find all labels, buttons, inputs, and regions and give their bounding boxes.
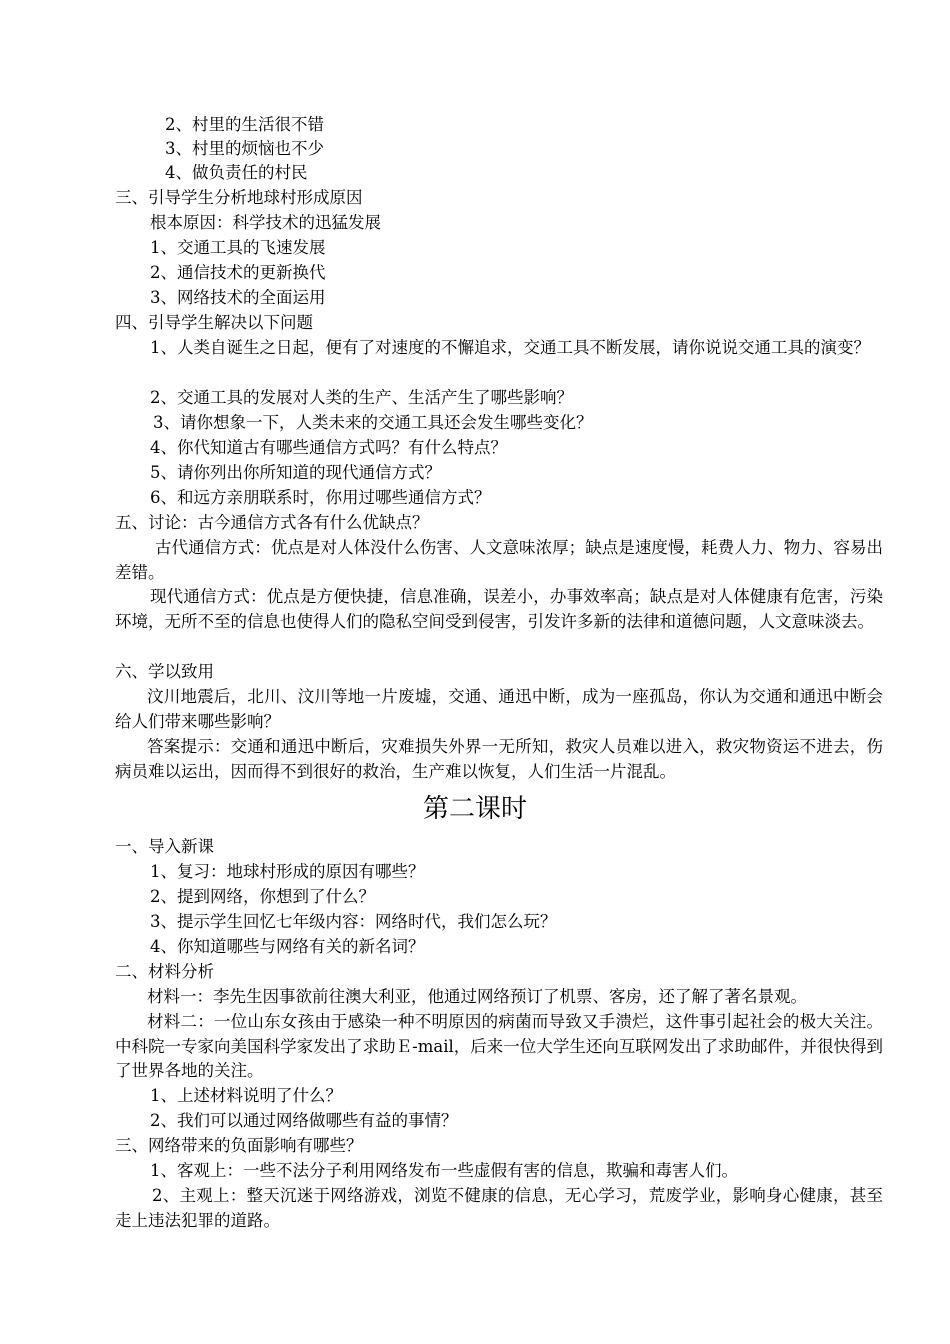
- list-item: 4、你知道哪些与网络有关的新名词？: [150, 937, 425, 956]
- section-title: 二、材料分析: [115, 962, 214, 981]
- list-item: 1、复习：地球村形成的原因有哪些？: [150, 862, 425, 881]
- list-item: 3、村里的烦恼也不少: [165, 139, 324, 158]
- section-title: 五、讨论：古今通信方式各有什么优缺点？: [115, 513, 429, 532]
- section-title: 一、导入新课: [115, 837, 214, 856]
- section-title: 六、学以致用: [115, 662, 214, 681]
- paragraph: 现代通信方式：优点是方便快捷，信息准确，误差小，办事效率高；缺点是对人体健康有危害，污染环境，无所不至的信息也使得人们的隐私空间受到侵害，引发许多新的法律和道德问题，人文意味淡去。: [115, 587, 883, 631]
- paragraph: 材料一：李先生因事欲前往澳大利亚，他通过网络预订了机票、客房，还了解了著名景观。: [147, 987, 807, 1006]
- paragraph: 1、客观上：一些不法分子利用网络发布一些虚假有害的信息，欺骗和毒害人们。: [150, 1161, 738, 1180]
- question: 3、请你想象一下，人类未来的交通工具还会发生哪些变化？: [153, 413, 593, 432]
- section-title: 四、引导学生解决以下问题: [115, 313, 313, 332]
- question: 5、请你列出你所知道的现代通信方式？: [150, 463, 441, 482]
- list-item: 1、交通工具的飞速发展: [150, 238, 326, 257]
- list-item: 2、村里的生活很不错: [165, 115, 324, 134]
- page-title: 第二课时: [422, 794, 527, 824]
- list-item: 3、提示学生回忆七年级内容：网络时代，我们怎么玩？: [150, 912, 557, 931]
- list-item: 2、通信技术的更新换代: [150, 263, 326, 282]
- list-item: 4、做负责任的村民: [165, 163, 308, 182]
- list-item: 2、提到网络，你想到了什么？: [150, 887, 375, 906]
- question: 4、你代知道古有哪些通信方式吗？有什么特点？: [150, 438, 507, 457]
- list-item: 3、网络技术的全面运用: [150, 288, 326, 307]
- paragraph: 汶川地震后，北川、汶川等地一片废墟，交通、通迅中断，成为一座孤岛，你认为交通和通迅中断会给人们带来哪些影响？: [115, 687, 883, 731]
- paragraph: 古代通信方式：优点是对人体没什么伤害、人文意味浓厚；缺点是速度慢，耗费人力、物力、容易出差错。: [115, 538, 883, 582]
- list-item: 2、我们可以通过网络做哪些有益的事情？: [150, 1111, 458, 1130]
- question: 6、和远方亲朋联系时，你用过哪些通信方式？: [150, 488, 491, 507]
- paragraph: 2、主观上：整天沉迷于网络游戏，浏览不健康的信息，无心学习，荒废学业，影响身心健康，甚至走上违法犯罪的道路。: [115, 1186, 883, 1230]
- question: 2、交通工具的发展对人类的生产、生活产生了哪些影响？: [150, 388, 573, 407]
- paragraph: 根本原因：科学技术的迅猛发展: [150, 213, 381, 232]
- question: 1、人类自诞生之日起，便有了对速度的不懈追求，交通工具不断发展，请你说说交通工具的演变？: [150, 338, 870, 357]
- section-title: 三、网络带来的负面影响有哪些？: [115, 1136, 363, 1155]
- paragraph: 答案提示：交通和通迅中断后，灾难损失外界一无所知，救灾人员难以进入，救灾物资运不进去，伤病员难以运出，因而得不到很好的救治，生产难以恢复，人们生活一片混乱。: [115, 737, 883, 781]
- list-item: 1、上述材料说明了什么？: [150, 1086, 342, 1105]
- paragraph: 材料二：一位山东女孩由于感染一种不明原因的病菌而导致又手溃烂，这件事引起社会的极大关注。中科院一专家向美国科学家发出了求助Ｅ-mail，后来一位大学生还向互联网发出了求助邮件，并很快得到了世界各地的关注。: [115, 1012, 883, 1080]
- section-title: 三、引导学生分析地球村形成原因: [115, 188, 363, 207]
